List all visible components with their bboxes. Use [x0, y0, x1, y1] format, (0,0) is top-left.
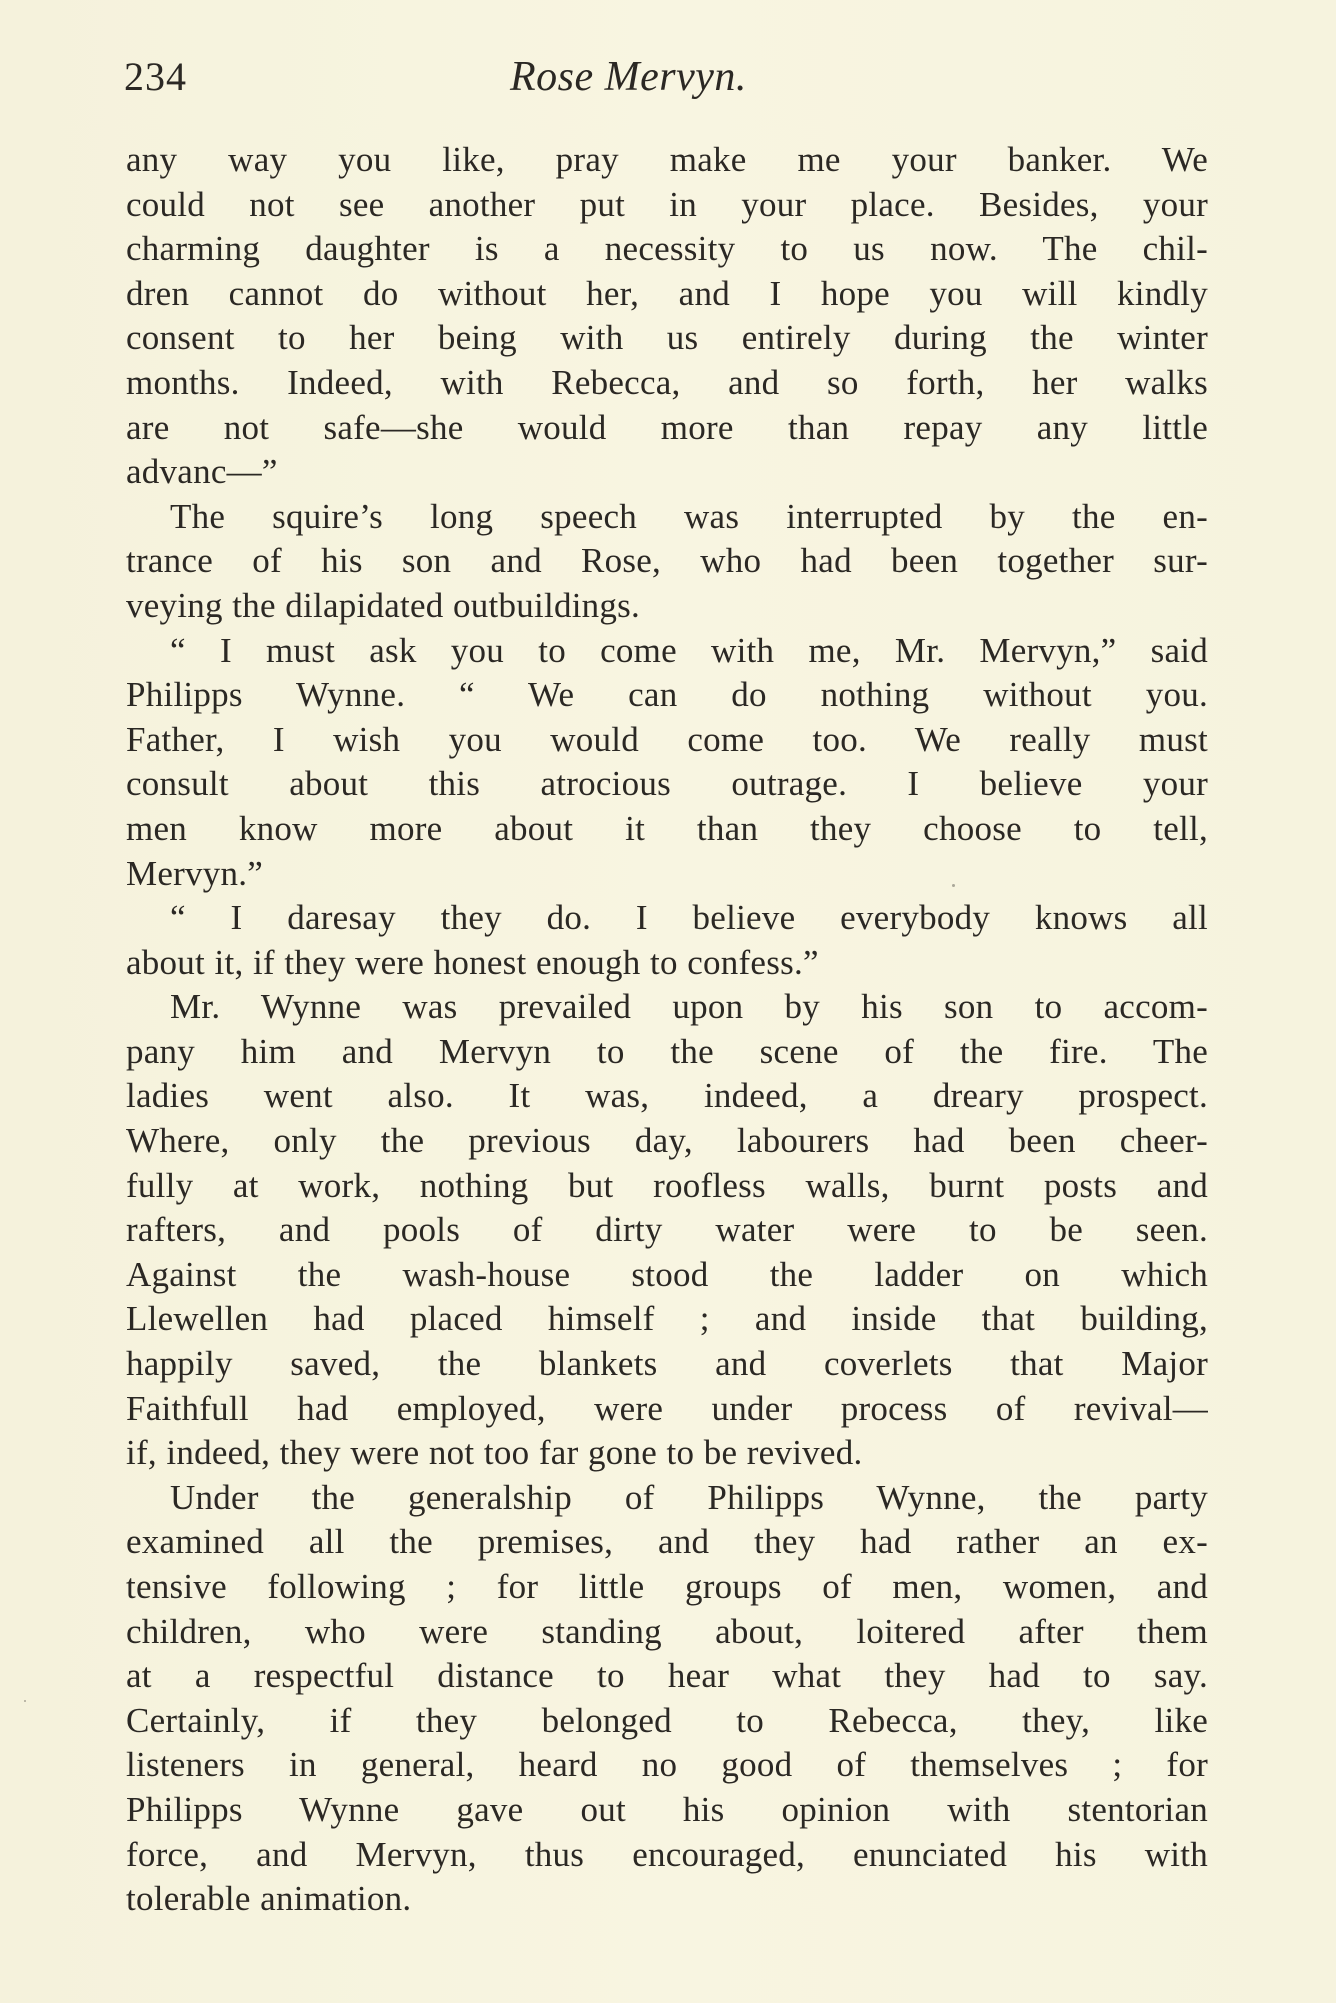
text-line: Mervyn.” [126, 853, 264, 893]
running-title: Rose Mervyn. [510, 54, 747, 100]
text-line: Father, I wish you would come too. We really must [126, 719, 1208, 759]
text-line: listeners in general, heard no good of themselves ; for [126, 1745, 1208, 1785]
text-line: Against the wash-house stood the ladder on which [126, 1254, 1208, 1294]
text-line: Certainly, if they belonged to Rebecca, they, like [126, 1700, 1208, 1740]
text-line: veying the dilapidated outbuildings. [126, 585, 641, 625]
text-line: advanc—” [126, 452, 278, 492]
text-line: examined all the premises, and they had rather an ex- [126, 1522, 1208, 1562]
text-line: about it, if they were honest enough to confess.” [126, 942, 819, 982]
text-line: force, and Mervyn, thus encouraged, enunciated his with [126, 1834, 1208, 1874]
text-line: consult about this atrocious outrage. I believe your [126, 764, 1208, 804]
text-line: dren cannot do without her, and I hope you will kindly [126, 273, 1208, 313]
text-line: children, who were standing about, loitered after them [126, 1611, 1208, 1651]
text-line: consent to her being with us entirely during the winter [126, 318, 1208, 358]
text-line: Llewellen had placed himself ; and inside that building, [126, 1299, 1208, 1339]
text-line: fully at work, nothing but roofless walls, burnt posts and [126, 1165, 1208, 1205]
page-number: 234 [124, 54, 187, 99]
text-line: men know more about it than they choose to tell, [126, 808, 1208, 848]
page-speck [24, 1700, 26, 1702]
text-line: any way you like, pray make me your banker. We [126, 140, 1208, 179]
body-text [126, 138, 1208, 1922]
page-speck [952, 884, 955, 887]
text-line: months. Indeed, with Rebecca, and so forth, her walks [126, 362, 1208, 402]
text-line: tensive following ; for little groups of men, women, and [126, 1567, 1208, 1606]
text-line: are not safe—she would more than repay any little [126, 407, 1208, 447]
text-line: pany him and Mervyn to the scene of the fire. The [126, 1031, 1208, 1071]
text-line: rafters, and pools of dirty water were to be seen. [126, 1210, 1208, 1250]
text-line: Where, only the previous day, labourers had been cheer- [126, 1121, 1208, 1161]
text-line: at a respectful distance to hear what they had to say. [126, 1656, 1208, 1696]
text-line: trance of his son and Rose, who had been together sur- [126, 541, 1208, 581]
text-line: Philipps Wynne. “ We can do nothing without you. [126, 675, 1208, 715]
text-line: could not see another put in your place. Besides, your [126, 184, 1208, 224]
text-line: Mr. Wynne was prevailed upon by his son to accom- [170, 987, 1208, 1027]
text-line: if, indeed, they were not too far gone to be revived. [126, 1433, 863, 1473]
text-line: tolerable animation. [126, 1879, 412, 1919]
text-line: Faithfull had employed, were under process of revival— [126, 1388, 1208, 1428]
text-line: happily saved, the blankets and coverlets that Major [126, 1344, 1208, 1384]
text-line: “ I daresay they do. I believe everybody knows all [170, 898, 1208, 938]
page-header [124, 52, 1212, 102]
text-line: The squire’s long speech was interrupted by the en- [170, 496, 1208, 536]
text-line: Under the generalship of Philipps Wynne, the party [170, 1477, 1208, 1517]
text-line: ladies went also. It was, indeed, a dreary prospect. [126, 1076, 1208, 1116]
text-line: Philipps Wynne gave out his opinion with stentorian [126, 1789, 1208, 1829]
text-line: “ I must ask you to come with me, Mr. Mervyn,” said [170, 630, 1208, 670]
text-line: charming daughter is a necessity to us now. The chil- [126, 229, 1208, 269]
